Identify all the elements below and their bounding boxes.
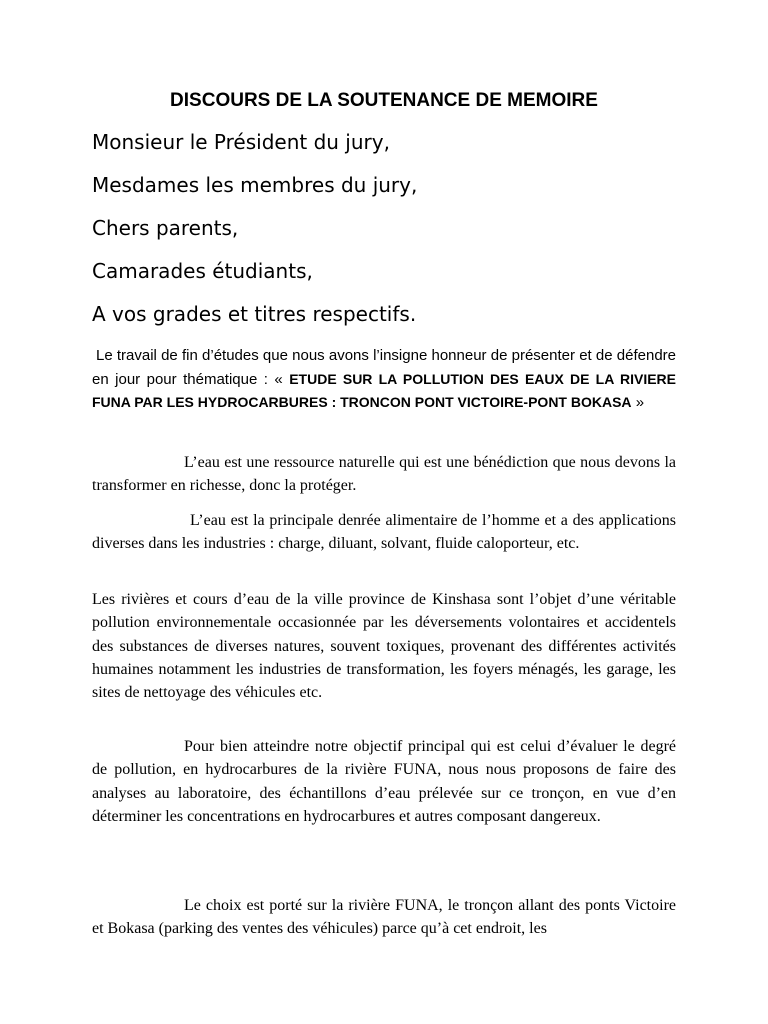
body-paragraph: L’eau est la principale denrée alimentaire de l’homme et a des applications diverses dans les industries : charge, diluant, solvant, fluide caloporteur, etc. [92,512,676,553]
intro-close-text: » [631,394,645,411]
body-paragraph: Le choix est porté sur la rivière FUNA, le tronçon allant des ponts Victoire et Bokasa (parking des ventes des véhicules) parce qu’à cet endroit, les [92,897,676,938]
salutation-line: A vos grades et titres respectifs. [92,302,417,326]
body-paragraph: Pour bien atteindre notre objectif principal qui est celui d’évaluer le degré de pollution, en hydrocarbures de la rivière FUNA, nous nous proposons de faire des analyses au laboratoire, des échantillons d’eau prélevée sur ce tronçon, en vue d’en déterminer les concentrations en hydrocarbures et autres composant dangereux. [92,738,676,825]
salutation-line: Chers parents, [92,216,239,240]
salutation-line: Camarades étudiants, [92,259,313,283]
intro-paragraph [92,344,676,415]
salutation-line: Monsieur le Président du jury, [92,130,390,154]
intro-lead-text: Le travail de fin d’études que nous avons l’insigne honneur de présenter et de défendre en jour pour thématique : « [92,347,676,388]
body-paragraph: Les rivières et cours d’eau de la ville province de Kinshasa sont l’objet d’une véritable pollution environnementale occasionnée par les déversements volontaires et accidentels des substances de diverses natures, souvent toxiques, provenant des différentes activités humaines notamment les industries de transformation, les foyers ménagés, les garage, les sites de nettoyage des véhicules etc. [92,591,676,702]
document-title: DISCOURS DE LA SOUTENANCE DE MEMOIRE [170,90,598,111]
salutation-line: Mesdames les membres du jury, [92,173,418,197]
body-paragraph: L’eau est une ressource naturelle qui est une bénédiction que nous devons la transformer en richesse, donc la protéger. [92,454,676,495]
thesis-theme: ETUDE SUR LA POLLUTION DES EAUX DE LA RIVIERE FUNA PAR LES HYDROCARBURES : TRONCON PONT VICTOIRE-PONT BOKASA [92,370,677,410]
salutation-list [92,128,692,343]
